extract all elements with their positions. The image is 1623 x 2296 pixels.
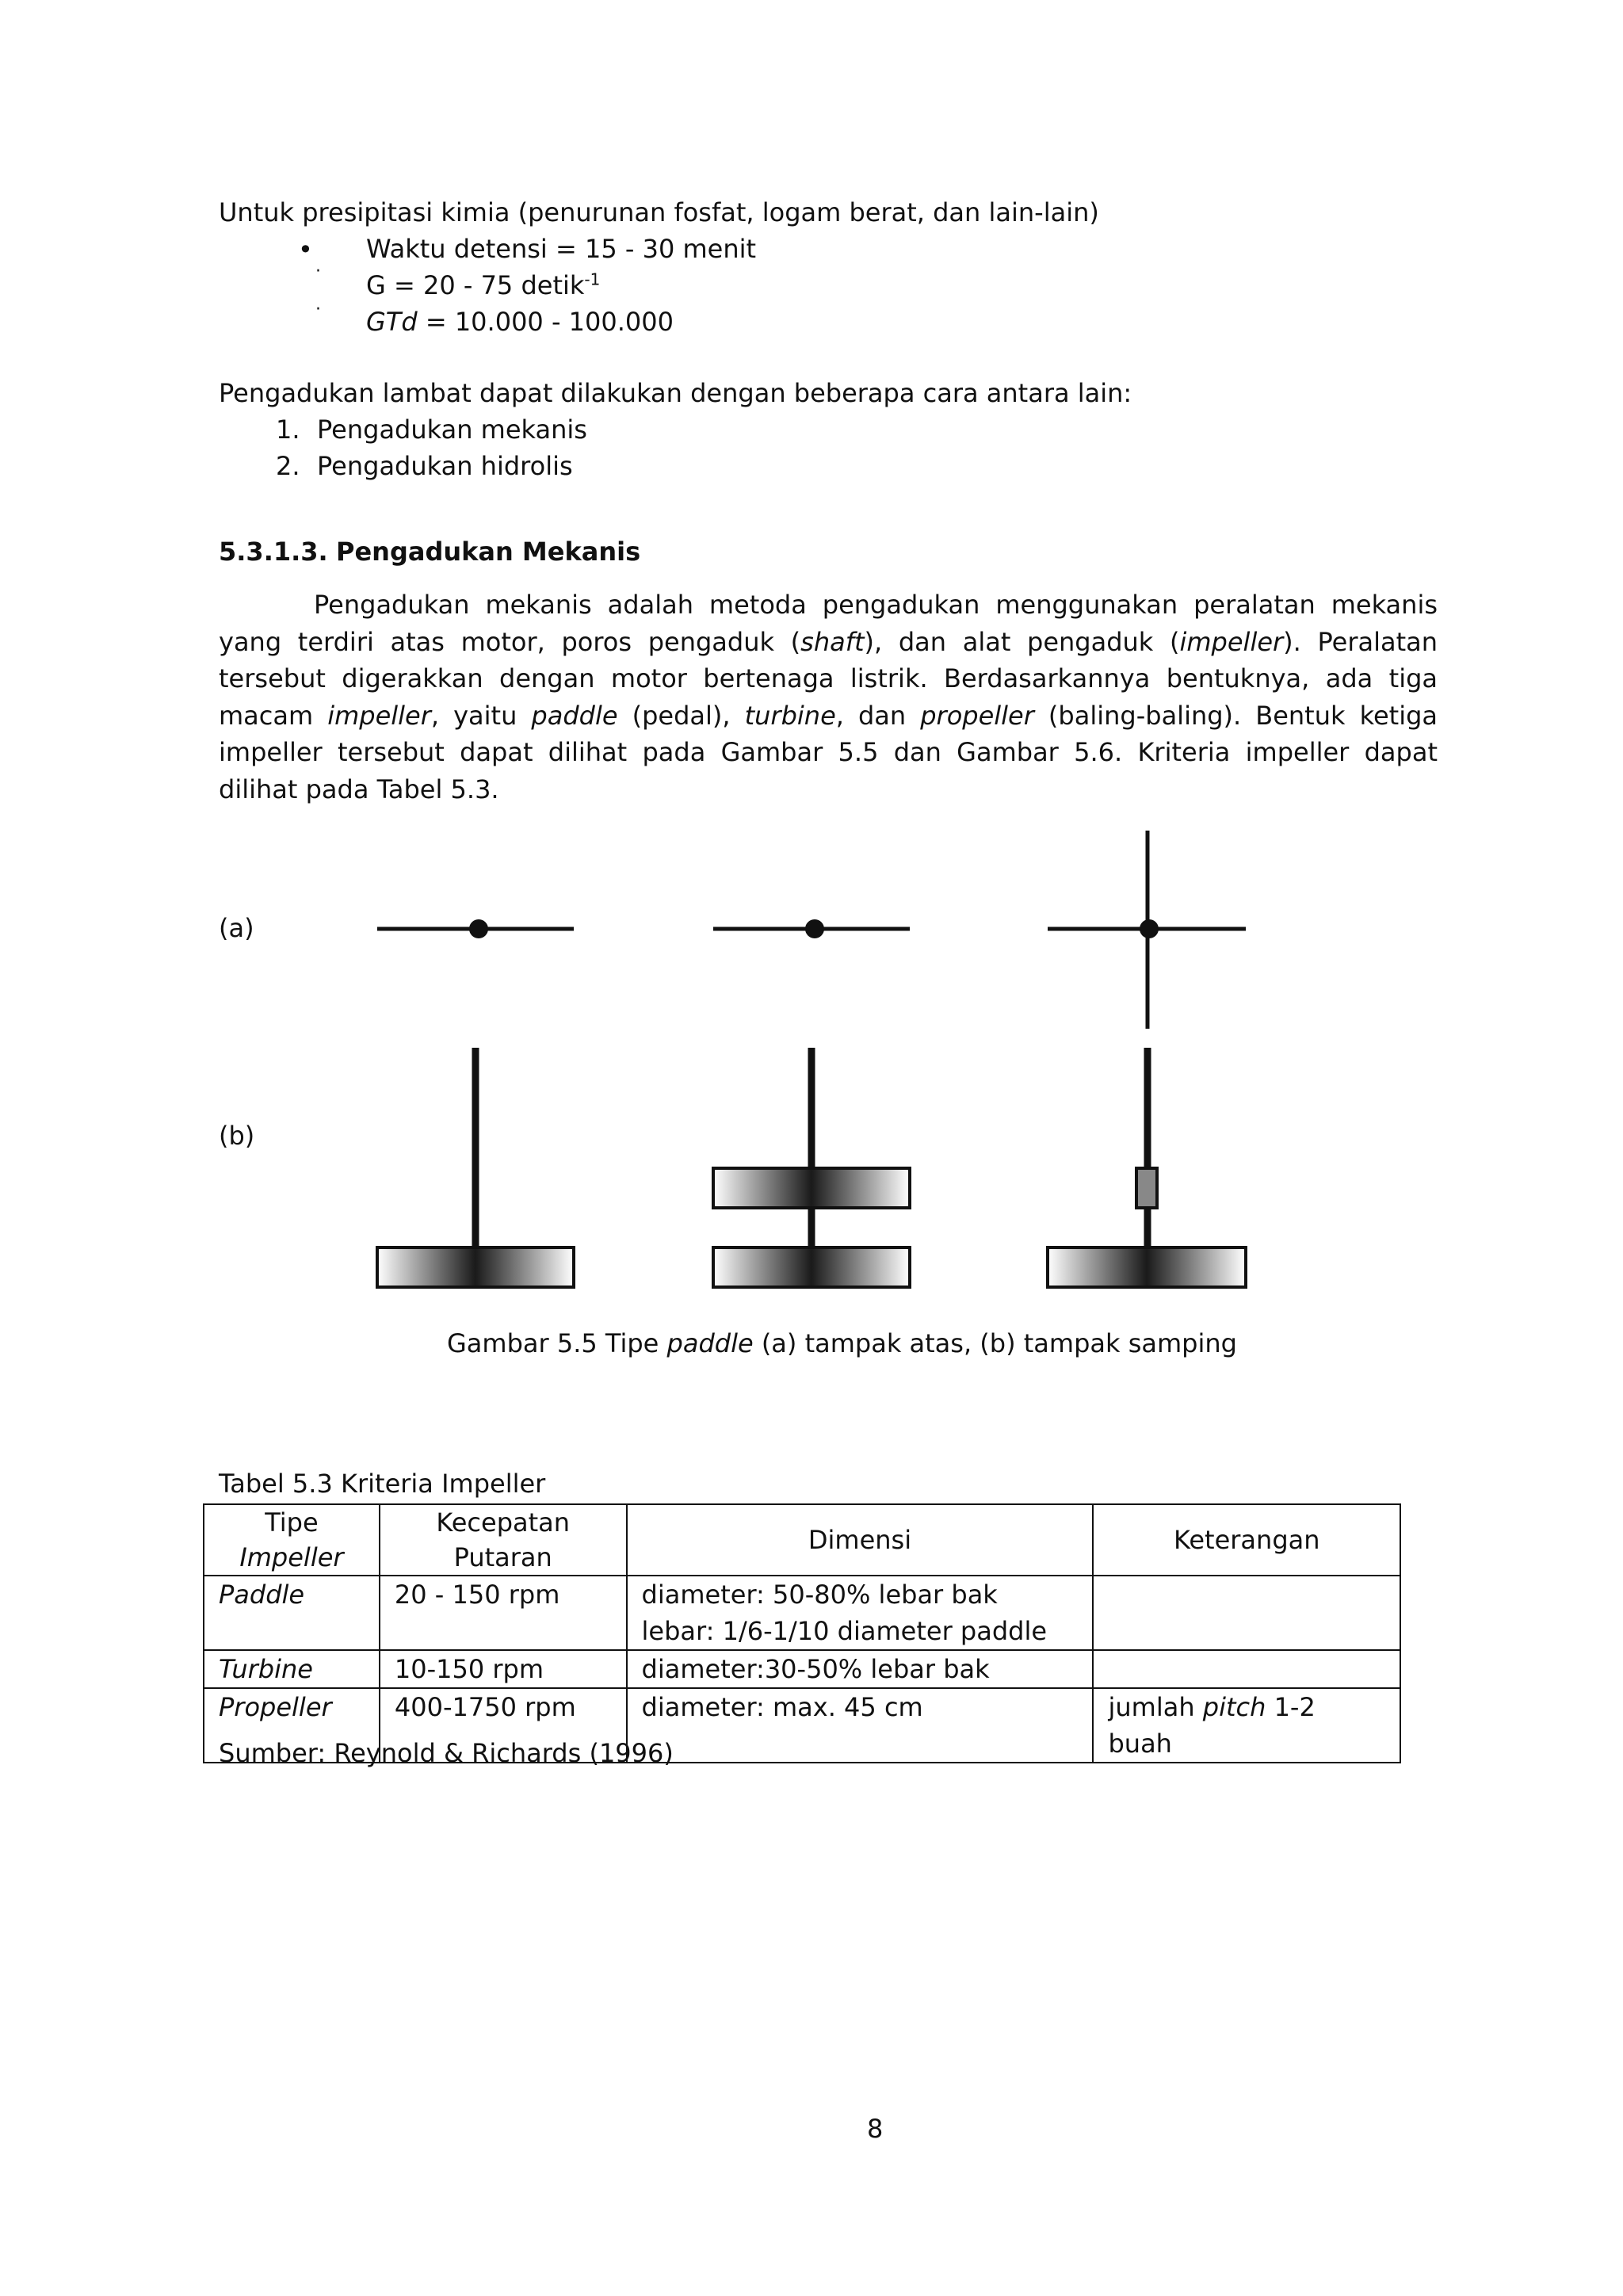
top-view-3	[1048, 831, 1246, 1029]
side-view-3	[1048, 1048, 1246, 1287]
section-number: 5.3.1.3.	[219, 537, 328, 567]
figure-label-b: (b)	[219, 1121, 255, 1151]
cell-dimensi: diameter:30-50% lebar bak	[627, 1650, 1094, 1688]
bullet-item-2: G = 20 - 75 detik$^{-1}$	[366, 269, 601, 300]
top-view-2	[713, 919, 910, 938]
cell-keterangan: jumlah pitch 1-2 buah	[1093, 1688, 1400, 1763]
list-number: 2.	[276, 451, 300, 481]
cell-tipe: Turbine	[204, 1650, 380, 1688]
figure-caption: Gambar 5.5 Tipe paddle (a) tampak atas, (b) tampak samping	[447, 1328, 1237, 1358]
cell-dimensi: diameter: max. 45 cm	[627, 1688, 1094, 1763]
table-title: Tabel 5.3 Kriteria Impeller	[219, 1469, 546, 1499]
slow-mixing-text: Pengadukan lambat dapat dilakukan dengan beberapa cara antara lain:	[219, 378, 1132, 408]
table-source: Sumber: Reynold & Richards (1996)	[219, 1738, 674, 1768]
cell-dimensi: diameter: 50-80% lebar bak lebar: 1/6-1/10 diameter paddle	[627, 1576, 1094, 1650]
page-number: 8	[867, 2114, 884, 2144]
side-view-2	[713, 1048, 910, 1287]
table-header-row	[204, 1504, 1400, 1576]
cell-keterangan	[1093, 1576, 1400, 1650]
cell-tipe: Paddle	[204, 1576, 380, 1650]
section-title: Pengadukan Mekanis	[336, 537, 641, 567]
cell-tipe: Propeller	[204, 1688, 380, 1763]
bullet-item-3: GTd = 10.000 - 100.000	[366, 307, 674, 337]
bullet-item-1: Waktu detensi = 15 - 30 menit	[366, 234, 757, 264]
header-kecepatan: Kecepatan Putaran	[380, 1504, 627, 1576]
list-item: Pengadukan hidrolis	[317, 451, 573, 481]
cell-kecepatan: 400-1750 rpm	[380, 1688, 627, 1763]
intro-text: Untuk presipitasi kimia (penurunan fosfat, logam berat, dan lain-lain)	[219, 197, 1099, 227]
top-view-1	[377, 919, 574, 938]
figure-label-a: (a)	[219, 913, 254, 943]
bullet-dot: •	[298, 235, 313, 265]
body-paragraph: Pengadukan mekanis adalah metoda pengadukan menggunakan peralatan mekanis yang terdiri atas motor, poros pengaduk (shaft), dan alat pengaduk (impeller). Peralatan tersebut digerakkan dengan motor bertenaga listrik. Berdasarkannya bentuknya, ada tiga macam impeller, yaitu paddle (pedal), turbine, dan propeller (baling-baling). Bentuk ketiga impeller tersebut dapat dilihat pada Gambar 5.5 dan Gambar 5.6. Kriteria impeller dapat dilihat pada Tabel 5.3.	[219, 590, 1438, 804]
cell-kecepatan: 20 - 150 rpm	[380, 1576, 627, 1650]
header-dimensi: Dimensi	[627, 1504, 1094, 1576]
table-row	[204, 1650, 1400, 1688]
bullet-dot: ·	[315, 262, 321, 281]
header-tipe: Tipe Impeller	[204, 1504, 380, 1576]
header-keterangan: Keterangan	[1093, 1504, 1400, 1576]
cell-keterangan	[1093, 1650, 1400, 1688]
cell-kecepatan: 10-150 rpm	[380, 1650, 627, 1688]
criteria-table	[203, 1503, 1401, 1763]
table-row	[204, 1576, 1400, 1650]
bullet-dot: ·	[315, 300, 321, 319]
list-item: Pengadukan mekanis	[317, 415, 587, 445]
side-view-1	[377, 1048, 574, 1287]
list-number: 1.	[276, 415, 300, 445]
